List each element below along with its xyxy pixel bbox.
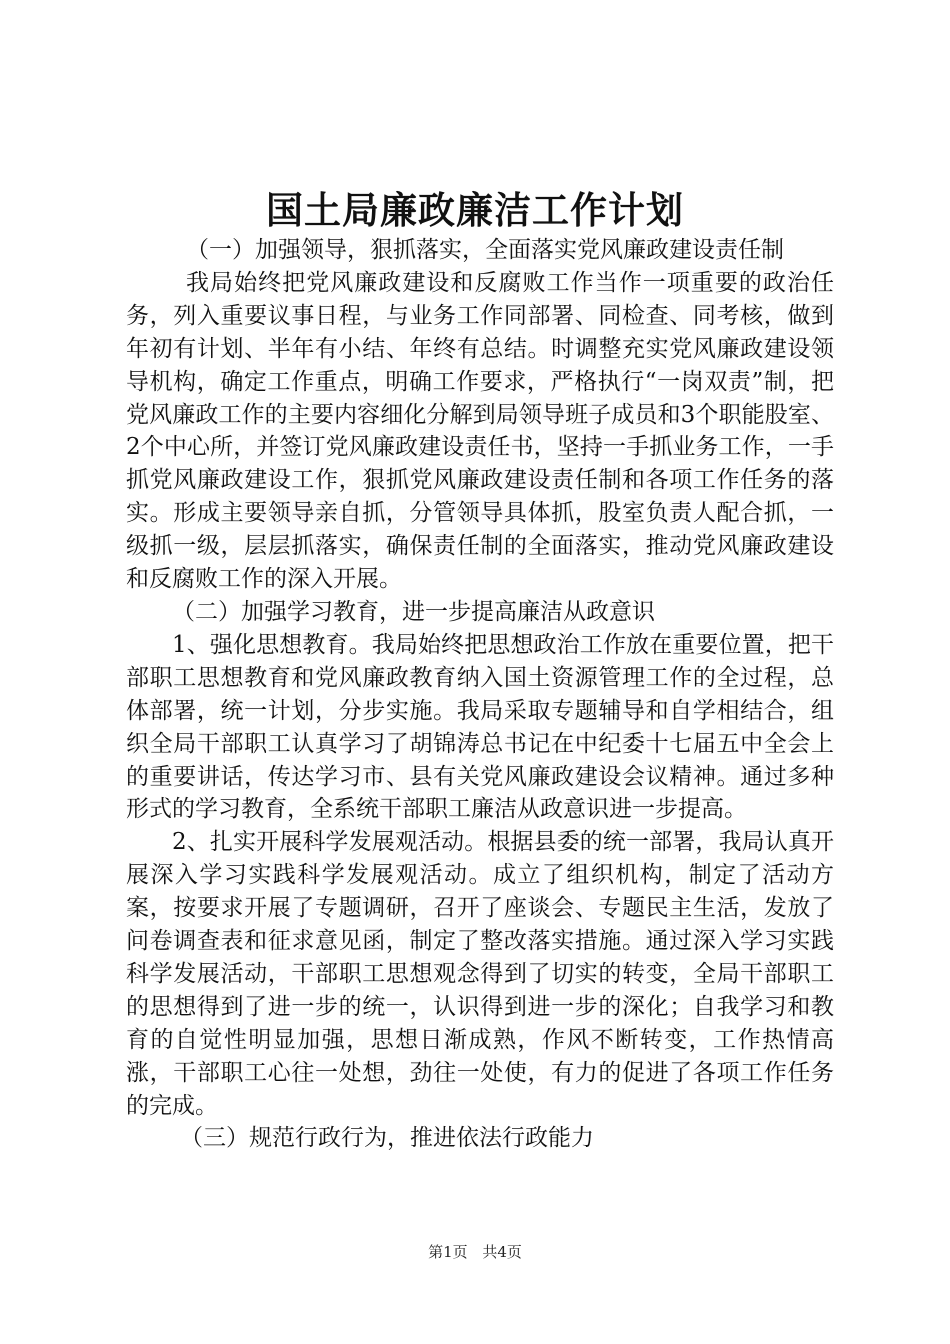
body-paragraph-1: 我局始终把党风廉政建设和反腐败工作当作一项重要的政治任务，列入重要议事日程，与业务工作同部署、同检查、同考核，做到年初有计划、半年有小结、年终有总结。时调整充实党风廉政建设领导机构，确定工作重点，明确工作要求，严格执行“一岗双责”制，把党风廉政工作的主要内容细化分解到局领导班子成员和3个职能股室、2个中心所，并签订党风廉政建设责任书，坚持一手抓业务工作，一手抓党风廉政建设工作，狠抓党风廉政建设责任制和各项工作任务的落实。形成主要领导亲自抓，分管领导具体抓，股室负责人配合抓，一级抓一级，层层抓落实，确保责任制的全面落实，推动党风廉政建设和反腐败工作的深入开展。 [126,269,834,593]
section-heading-1: （一）加强领导，狠抓落实，全面落实党风廉政建设责任制 [186,237,784,263]
document-title: 国土局廉政廉洁工作计划 [266,188,684,232]
section-heading-2: （二）加强学习教育，进一步提高廉洁从政意识 [172,598,655,625]
document-body [126,234,834,1155]
body-paragraph-2: 1、强化思想教育。我局始终把思想政治工作放在重要位置，把干部职工思想教育和党风廉政教育纳入国土资源管理工作的全过程，总体部署，统一计划，分步实施。我局采取专题辅导和自学相结合，组织全局干部职工认真学习了胡锦涛总书记在中纪委十七届五中全会上的重要讲话，传达学习市、县有关党风廉政建设会议精神。通过多种形式的学习教育，全系统干部职工廉洁从政意识进一步提高。 [126,631,834,823]
section-heading-3: （三）规范行政行为，推进依法行政能力 [180,1125,594,1152]
page-number: 第1页 [428,1243,468,1261]
page-total: 共4页 [482,1243,522,1261]
page-footer [0,1242,950,1262]
body-paragraph-3: 2、扎实开展科学发展观活动。根据县委的统一部署，我局认真开展深入学习实践科学发展观活动。成立了组织机构，制定了活动方案，按要求开展了专题调研，召开了座谈会、专题民主生活，发放了问卷调查表和征求意见函，制定了整改落实措施。通过深入学习实践科学发展活动，干部职工思想观念得到了切实的转变，全局干部职工的思想得到了进一步的统一，认识得到进一步的深化；自我学习和教育的自觉性明显加强，思想日渐成熟，作风不断转变，工作热情高涨，干部职工心往一处想，劲往一处使，有力的促进了各项工作任务的完成。 [126,829,834,1119]
